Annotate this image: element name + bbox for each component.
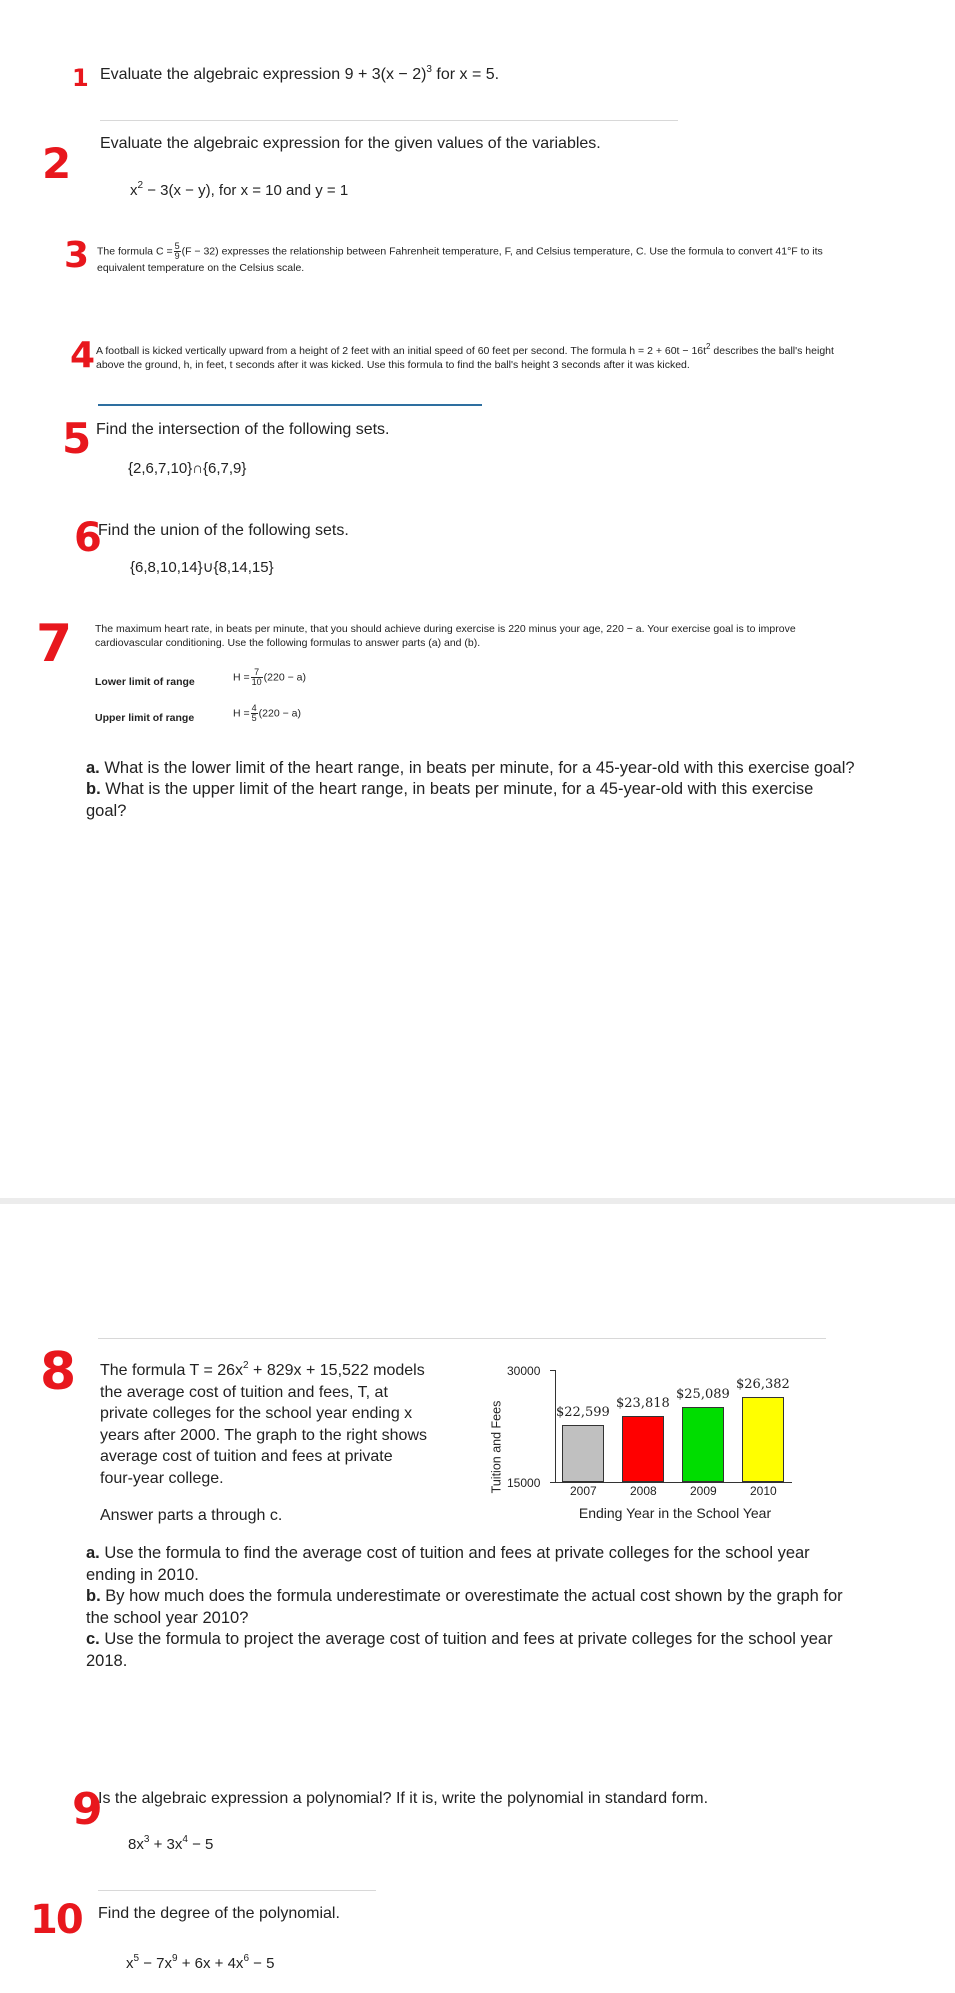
problem-9-text: Is the algebraic expression a polynomial? If it is, write the polynomial in standard form. [98, 1790, 709, 1807]
problem-9-expression: $8x^3 + 3x^4 - 5$ [128, 1834, 214, 1853]
bar-2009 [682, 1407, 724, 1482]
problem-3-text: The formula C = $\frac{5}{9}$ (F − 32) expresses the relationship between Fahrenheit temperature, F, and Celsius temperature, C. Use the formula to convert 41°F to its equivalent temperature on the Celsius scale. [97, 241, 823, 274]
divider [100, 120, 678, 121]
problem-5-text: Find the intersection of the following sets. [96, 421, 390, 438]
fraction: $\frac{4}{5}$ [251, 703, 257, 723]
bar-2008 [622, 1416, 664, 1482]
problem-2-expression: $x^2 - 3(x - y)$, for x = 10 and y = 1 [130, 180, 349, 199]
x-axis-label: Ending Year in the School Year [578, 1505, 772, 1521]
problem-7-questions: a. What is the lower limit of the heart range, in beats per minute, for a 45-year-old with this exercise goal? b. What is the upper limit of the heart range, in beats per minute, for a 45-year-old with this exercise goal? [86, 759, 855, 820]
problem-8-text: The formula $T = 26x^2 + 829x + 15,522$ models the average cost of tuition and fees, T, at private colleges for the school year ending x years after 2000. The graph to the right shows average cost of tuition and fees at private four-year college. [100, 1360, 428, 1487]
problem-7-intro: The maximum heart rate, in beats per minute, that you should achieve during exercise is 220 minus your age, 220 − a. Your exercise goal is to improve cardiovascular conditioning. Use the following formulas to answer parts (a) and (b). [95, 623, 796, 650]
problem-10-expression: $x^5 - 7x^9 + 6x + 4x^6 - 5$ [126, 1953, 275, 1972]
problem-2-text: Evaluate the algebraic expression for the given values of the variables. [100, 135, 601, 152]
x-axis [555, 1482, 792, 1483]
upper-limit-formula: H = $\frac{4}{5}$ (220 − a) [233, 703, 301, 723]
x-tick-label: 2007 [570, 1484, 597, 1498]
y-tick-label: 15000 [507, 1476, 541, 1490]
problem-4-text: A football is kicked vertically upward from a height of 2 feet with an initial speed of 60 feet per second. The formula $h = 2 + 60t - 16t^2$ describes the ball's height above the ground, h, in feet, t seconds after it was kicked. Use this formula to find the ball's height 3 seconds after it was kicked. [96, 342, 834, 372]
divider [98, 1890, 376, 1891]
upper-limit-label: Upper limit of range [95, 712, 195, 724]
problem-8-questions: a. Use the formula to find the average cost of tuition and fees at private colleges for the school year ending in 2010. b. By how much does the formula underestimate or overestimate the actual cost shown by the graph for the school year 2010? c. Use the formula to project the average cost of tuition and fees at private colleges for the school year 2018. [86, 1544, 843, 1670]
bar-value-label: $23,818 [616, 1396, 670, 1412]
problem-number-9: 9 [72, 1784, 103, 1835]
problem-6-expression: {6,8,10,14}∪{8,14,15} [130, 559, 274, 576]
bar-2010 [742, 1397, 784, 1482]
problem-number-4: 4 [70, 335, 96, 376]
bar-2007 [562, 1425, 604, 1482]
x-tick-label: 2010 [750, 1484, 777, 1498]
problem-number-10: 10 [30, 1897, 82, 1943]
bar-value-label: $22,599 [556, 1405, 610, 1421]
x-tick-label: 2009 [690, 1484, 717, 1498]
problem-number-2: 2 [42, 139, 72, 188]
problem-number-5: 5 [62, 414, 92, 463]
problem-6-text: Find the union of the following sets. [98, 522, 349, 539]
fraction: $\frac{7}{10}$ [251, 667, 262, 687]
problem-10-text: Find the degree of the polynomial. [98, 1905, 340, 1922]
problem-1-text: Evaluate the algebraic expression $9 + 3(x - 2)^3$ for x = 5. [100, 64, 500, 83]
problem-number-6: 6 [74, 515, 102, 561]
problem-number-1: 1 [72, 64, 89, 92]
divider [98, 1338, 826, 1339]
tuition-bar-chart [480, 1360, 820, 1530]
problem-number-3: 3 [64, 235, 90, 276]
page-separator [0, 1198, 955, 1204]
fraction: $\frac{5}{9}$ [174, 241, 180, 261]
y-tick-mark [550, 1370, 556, 1371]
problem-number-8: 8 [40, 1342, 77, 1402]
problem-5-expression: {2,6,7,10}∩{6,7,9} [128, 460, 247, 477]
bar-value-label: $25,089 [676, 1386, 730, 1402]
answer-instruction: Answer parts a through c. [100, 1507, 283, 1524]
bar-value-label: $26,382 [736, 1377, 790, 1392]
divider [98, 404, 482, 406]
y-tick-mark [550, 1482, 556, 1483]
problem-number-7: 7 [36, 614, 73, 674]
lower-limit-formula: H = $\frac{7}{10}$ (220 − a) [233, 667, 306, 687]
y-axis-label: Tuition and Fees [489, 1400, 504, 1494]
lower-limit-label: Lower limit of range [95, 676, 195, 688]
y-axis [555, 1370, 556, 1483]
x-tick-label: 2008 [630, 1484, 657, 1498]
y-tick-label: 30000 [507, 1364, 541, 1378]
